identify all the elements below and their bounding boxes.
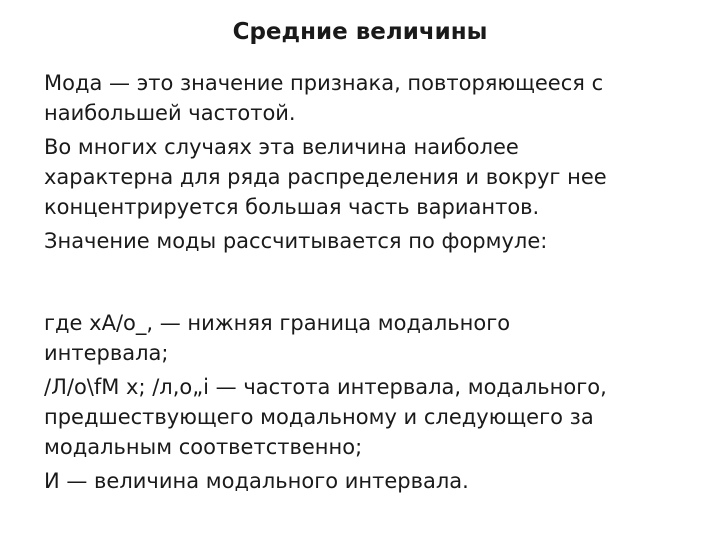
slide-title: Средние величины [232,19,488,45]
formula-placeholder [44,260,694,308]
paragraph-mode-definition: Мода — это значение признака, повторяющееся с наибольшей частотой. [44,71,604,125]
definition-frequencies: /Л/о\fМ х; /л,о„і — частота интервала, модального, предшествующего модальному и следующего за модальным соответственно; [44,375,607,459]
paragraph-formula-intro: Значение моды рассчитывается по формуле: [44,229,548,253]
slide-body [44,68,694,500]
paragraph-mode-characteristic: Во многих случаях эта величина наиболее характерна для ряда распределения и вокруг нее концентрируется большая часть вариантов. [44,135,607,219]
definition-lower-bound: где хА/о_, — нижняя граница модального интервала; [44,311,511,365]
definition-interval-size: И — величина модального интервала. [44,469,469,493]
